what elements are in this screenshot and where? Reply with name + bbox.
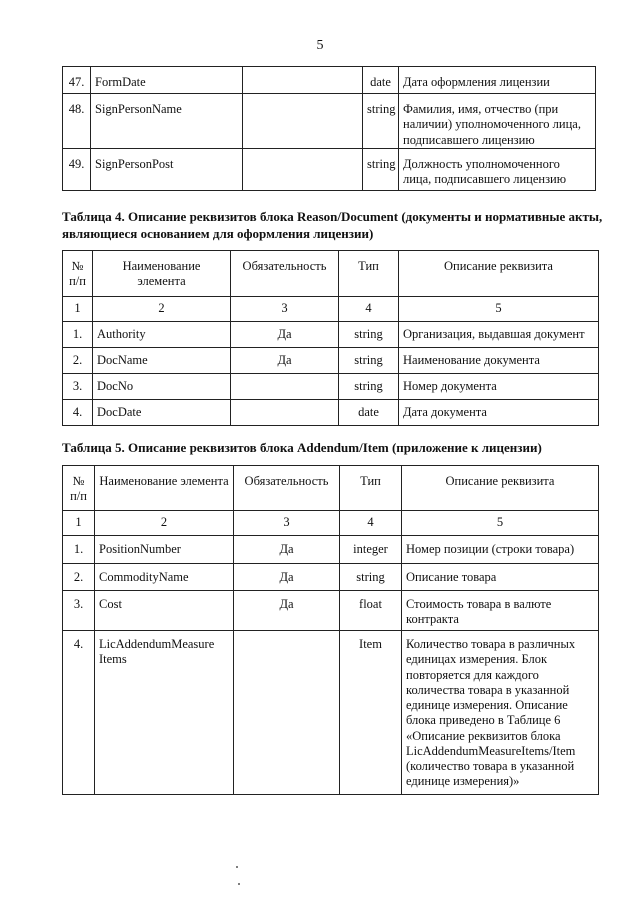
description-cell: Номер позиции (строки товара) [402,536,599,564]
table-row [63,591,599,631]
page-number: 5 [316,38,324,53]
type-cell: integer [340,536,402,564]
table-row [63,348,599,374]
description-cell: Фамилия, имя, отчество (при наличии) уполномоченного лица, подписавшего лицензию [399,94,596,149]
type-cell: string [339,374,399,400]
table-row [63,536,599,564]
table-row [63,631,599,795]
row-number: 1. [63,322,93,348]
column-number: 2 [93,297,231,322]
scan-speck [238,883,240,885]
description-cell: Номер документа [399,374,599,400]
description-cell: Дата документа [399,400,599,426]
row-number: 3. [63,374,93,400]
required-cell [243,94,363,149]
column-number: 5 [402,511,599,536]
header-num: № п/п [63,251,93,297]
header-num: № п/п [63,466,95,511]
required-cell [243,67,363,94]
element-name: SignPersonPost [91,149,243,191]
column-numbers-row [63,297,599,322]
type-cell: string [339,322,399,348]
column-number: 1 [63,511,95,536]
description-cell: Организация, выдавшая документ [399,322,599,348]
header-name: Наименование элемента [95,466,234,511]
description-cell: Стоимость товара в валюте контракта [402,591,599,631]
header-type: Тип [340,466,402,511]
required-cell: Да [231,348,339,374]
element-name: Cost [95,591,234,631]
type-cell: string [340,564,402,591]
row-number: 47. [63,67,91,94]
column-number: 4 [339,297,399,322]
description-cell: Наименование документа [399,348,599,374]
type-cell: string [363,94,399,149]
element-name: SignPersonName [91,94,243,149]
column-number: 3 [231,297,339,322]
required-cell: Да [231,322,339,348]
required-cell [231,400,339,426]
element-name: DocDate [93,400,231,426]
type-cell: date [363,67,399,94]
description-cell: Количество товара в различных единицах измерения. Блок повторяется для каждого количества товара в указанной единице измерения. Описание блока приведено в Таблице 6 «Описание реквизитов блока LicAddendumMeasureItems/Item (количество товара в указанной единице измерения)» [402,631,599,795]
description-cell: Должность уполномоченного лица, подписавшего лицензию [399,149,596,191]
element-name: FormDate [91,67,243,94]
column-number: 5 [399,297,599,322]
description-cell: Описание товара [402,564,599,591]
table5-caption: Таблица 5. Описание реквизитов блока Addendum/Item (приложение к лицензии) [62,440,542,455]
row-number: 3. [63,591,95,631]
type-cell: string [363,149,399,191]
table-row [63,322,599,348]
column-numbers-row [63,511,599,536]
description-cell: Дата оформления лицензии [399,67,596,94]
element-name: DocNo [93,374,231,400]
required-cell: Да [234,564,340,591]
element-name: LicAddendumMeasure Items [95,631,234,795]
table4-caption: Таблица 4. Описание реквизитов блока Reason/Document (документы и нормативные акты, являющиеся основанием для оформления лицензии) [62,209,603,241]
header-description: Описание реквизита [402,466,599,511]
column-number: 2 [95,511,234,536]
required-cell [243,149,363,191]
row-number: 4. [63,631,95,795]
row-number: 2. [63,348,93,374]
header-type: Тип [339,251,399,297]
table4 [62,250,599,426]
type-cell: float [340,591,402,631]
header-description: Описание реквизита [399,251,599,297]
required-cell [231,374,339,400]
row-number: 49. [63,149,91,191]
required-cell: Да [234,536,340,564]
header-name: Наименование элемента [93,251,231,297]
table-continuation [62,66,596,191]
row-number: 4. [63,400,93,426]
element-name: PositionNumber [95,536,234,564]
column-number: 3 [234,511,340,536]
element-name: Authority [93,322,231,348]
row-number: 1. [63,536,95,564]
header-required: Обязательность [231,251,339,297]
type-cell: string [339,348,399,374]
table5 [62,465,599,795]
table-header-row [63,466,599,511]
header-required: Обязательность [234,466,340,511]
required-cell: Да [234,591,340,631]
scan-speck [236,866,238,868]
table-header-row [63,251,599,297]
column-number: 1 [63,297,93,322]
type-cell: Item [340,631,402,795]
row-number: 48. [63,94,91,149]
element-name: CommodityName [95,564,234,591]
required-cell [234,631,340,795]
table-row [63,149,596,191]
column-number: 4 [340,511,402,536]
table-row [63,94,596,149]
table-row [63,67,596,94]
table-row [63,400,599,426]
element-name: DocName [93,348,231,374]
table-row [63,374,599,400]
table-row [63,564,599,591]
row-number: 2. [63,564,95,591]
type-cell: date [339,400,399,426]
